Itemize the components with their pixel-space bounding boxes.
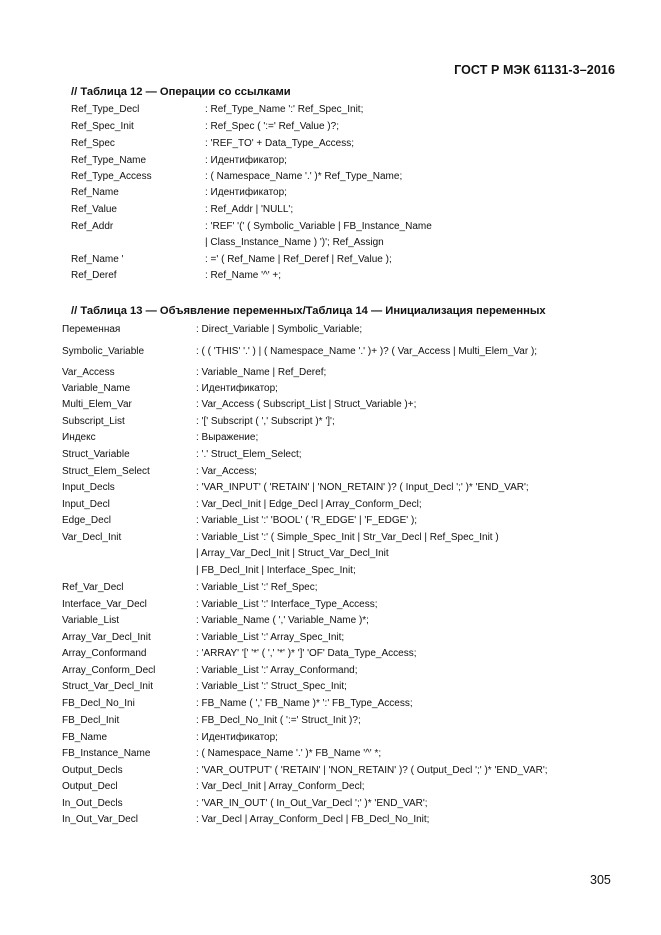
document-header: ГОСТ Р МЭК 61131-3–2016 xyxy=(454,63,615,77)
rule-definition: : Идентификатор; xyxy=(205,187,287,198)
rule-definition: : Variable_List ':' Ref_Spec; xyxy=(196,582,318,593)
rule-definition: : ( Namespace_Name '.' )* Ref_Type_Name; xyxy=(205,171,403,182)
rule-definition: : '.' Struct_Elem_Select; xyxy=(196,449,302,460)
rule-name: Interface_Var_Decl xyxy=(62,599,147,610)
rule-definition: : Variable_List ':' Interface_Type_Access; xyxy=(196,599,378,610)
rule-definition: : Var_Decl_Init | Edge_Decl | Array_Conform_Decl; xyxy=(196,499,422,510)
rule-definition: : =' ( Ref_Name | Ref_Deref | Ref_Value ); xyxy=(205,254,392,265)
rule-name: FB_Name xyxy=(62,732,108,743)
rule-definition: : Direct_Variable | Symbolic_Variable; xyxy=(196,324,363,335)
rule-name: FB_Instance_Name xyxy=(62,748,151,759)
rule-name: Array_Var_Decl_Init xyxy=(62,632,151,643)
rule-name: Struct_Variable xyxy=(62,449,130,460)
section-title-table-13-14: // Таблица 13 — Объявление переменных/Таблица 14 — Инициализация переменных xyxy=(71,305,546,317)
rule-definition: : 'VAR_INPUT' ( 'RETAIN' | 'NON_RETAIN' )? ( Input_Decl ';' )* 'END_VAR'; xyxy=(196,482,529,493)
rule-name: Input_Decls xyxy=(62,482,115,493)
rule-name: Output_Decls xyxy=(62,765,123,776)
rule-name: Var_Decl_Init xyxy=(62,532,122,543)
rule-definition: : Variable_Name | Ref_Deref; xyxy=(196,367,327,378)
rule-name: Ref_Name xyxy=(71,187,119,198)
rule-name: Ref_Spec_Init xyxy=(71,121,134,132)
rule-definition: : ( Namespace_Name '.' )* FB_Name '^' *; xyxy=(196,748,382,759)
rule-name: Ref_Type_Access xyxy=(71,171,152,182)
rule-definition: : Variable_List ':' Array_Spec_Init; xyxy=(196,632,345,643)
rule-name: Ref_Var_Decl xyxy=(62,582,124,593)
rule-definition: : ( ( 'THIS' '.' ) | ( Namespace_Name '.' )+ )? ( Var_Access | Multi_Elem_Var ); xyxy=(196,346,538,357)
rule-definition: : Variable_List ':' Array_Conformand; xyxy=(196,665,358,676)
rule-name: Variable_Name xyxy=(62,383,131,394)
rule-name: Ref_Type_Name xyxy=(71,155,147,166)
rule-definition: | Class_Instance_Name ) ')'; Ref_Assign xyxy=(205,237,384,248)
rule-definition: : Variable_List ':' Struct_Spec_Init; xyxy=(196,681,347,692)
rule-definition: : Var_Access ( Subscript_List | Struct_Variable )+; xyxy=(196,399,417,410)
page-number: 305 xyxy=(590,873,611,887)
rule-name: Ref_Spec xyxy=(71,138,115,149)
section-title-table-12: // Таблица 12 — Операции со ссылками xyxy=(71,86,291,98)
rule-definition: : FB_Decl_No_Init ( ':=' Struct_Init )?; xyxy=(196,715,361,726)
rule-definition: : Ref_Name '^' +; xyxy=(205,270,282,281)
rule-name: Symbolic_Variable xyxy=(62,346,145,357)
rule-name: Input_Decl xyxy=(62,499,110,510)
rule-definition: : Ref_Addr | 'NULL'; xyxy=(205,204,294,215)
rule-definition: : Ref_Spec ( ':=' Ref_Value )?; xyxy=(205,121,339,132)
rule-definition: : 'VAR_OUTPUT' ( 'RETAIN' | 'NON_RETAIN' )? ( Output_Decl ';' )* 'END_VAR'; xyxy=(196,765,548,776)
rule-name: Output_Decl xyxy=(62,781,118,792)
rule-name: In_Out_Decls xyxy=(62,798,123,809)
rule-definition: | FB_Decl_Init | Interface_Spec_Init; xyxy=(196,565,356,576)
rule-definition: : 'ARRAY' '[' '*' ( ',' '*' )* ']' 'OF' Data_Type_Access; xyxy=(196,648,417,659)
rule-definition: : 'REF_TO' + Data_Type_Access; xyxy=(205,138,354,149)
rule-name: Subscript_List xyxy=(62,416,125,427)
rule-definition: : Идентификатор; xyxy=(205,155,287,166)
rule-definition: : 'VAR_IN_OUT' ( In_Out_Var_Decl ';' )* 'END_VAR'; xyxy=(196,798,428,809)
rule-definition: : Ref_Type_Name ':' Ref_Spec_Init; xyxy=(205,104,364,115)
rule-name: Struct_Var_Decl_Init xyxy=(62,681,153,692)
rule-name: Ref_Name ' xyxy=(71,254,124,265)
rule-name: FB_Decl_No_Ini xyxy=(62,698,135,709)
rule-definition: : '[' Subscript ( ',' Subscript )* ']'; xyxy=(196,416,335,427)
rule-definition: | Array_Var_Decl_Init | Struct_Var_Decl_Init xyxy=(196,548,389,559)
rule-name: Multi_Elem_Var xyxy=(62,399,132,410)
rule-definition: : Variable_Name ( ',' Variable_Name )*; xyxy=(196,615,369,626)
rule-name: Переменная xyxy=(62,324,121,335)
rule-definition: : FB_Name ( ',' FB_Name )* ':' FB_Type_Access; xyxy=(196,698,413,709)
rule-name: Ref_Type_Decl xyxy=(71,104,140,115)
rule-definition: : Выражение; xyxy=(196,432,259,443)
rule-definition: : Var_Decl | Array_Conform_Decl | FB_Decl_No_Init; xyxy=(196,814,430,825)
rule-definition: : 'REF' '(' ( Symbolic_Variable | FB_Instance_Name xyxy=(205,221,432,232)
rule-name: In_Out_Var_Decl xyxy=(62,814,138,825)
rule-definition: : Var_Decl_Init | Array_Conform_Decl; xyxy=(196,781,365,792)
rule-definition: : Идентификатор; xyxy=(196,732,278,743)
rule-name: Ref_Addr xyxy=(71,221,114,232)
rule-name: Array_Conformand xyxy=(62,648,147,659)
rule-name: Ref_Value xyxy=(71,204,117,215)
rule-definition: : Variable_List ':' 'BOOL' ( 'R_EDGE' | 'F_EDGE' ); xyxy=(196,515,418,526)
rule-definition: : Var_Access; xyxy=(196,466,257,477)
rule-definition: : Идентификатор; xyxy=(196,383,278,394)
rule-name: Индекс xyxy=(62,432,96,443)
rule-name: Edge_Decl xyxy=(62,515,111,526)
rule-name: Struct_Elem_Select xyxy=(62,466,150,477)
rule-name: Array_Conform_Decl xyxy=(62,665,156,676)
rule-name: Ref_Deref xyxy=(71,270,117,281)
rule-name: Variable_List xyxy=(62,615,120,626)
rule-name: Var_Access xyxy=(62,367,115,378)
rule-definition: : Variable_List ':' ( Simple_Spec_Init | Str_Var_Decl | Ref_Spec_Init ) xyxy=(196,532,499,543)
rule-name: FB_Decl_Init xyxy=(62,715,120,726)
